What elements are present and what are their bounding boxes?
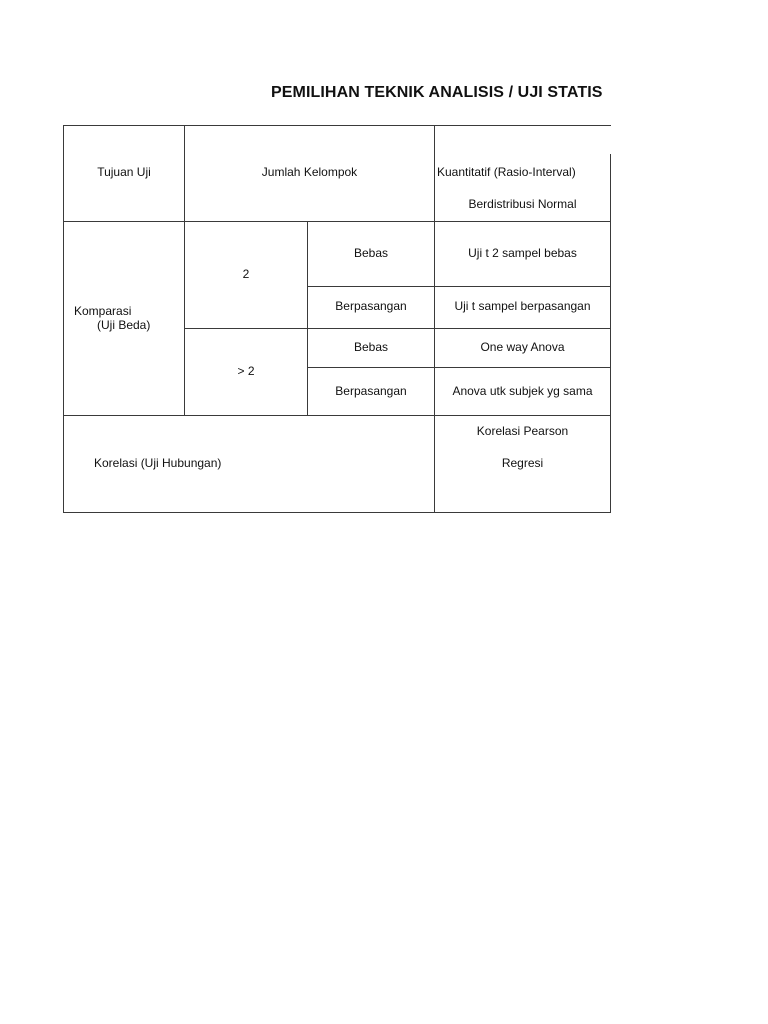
table-line	[184, 328, 611, 329]
test-name: Uji t sampel berpasangan	[454, 299, 591, 313]
sample-type: Bebas	[353, 340, 389, 354]
header-berdistribusi-normal: Berdistribusi Normal	[468, 197, 577, 211]
header-tujuan-uji: Tujuan Uji	[97, 165, 151, 179]
sample-type: Berpasangan	[335, 384, 407, 398]
header-kuantitatif: Kuantitatif (Rasio-Interval)	[437, 165, 576, 179]
table-line	[63, 125, 611, 126]
table-line	[63, 125, 64, 513]
korelasi-label: Korelasi (Uji Hubungan)	[94, 456, 222, 470]
group-count: > 2	[237, 364, 255, 378]
table-line	[610, 154, 611, 513]
group-count: 2	[242, 267, 250, 281]
document-title: PEMILIHAN TEKNIK ANALISIS / UJI STATIS	[271, 84, 603, 101]
table-line	[63, 415, 611, 416]
test-name: One way Anova	[480, 340, 565, 354]
test-name: Korelasi Pearson	[476, 424, 569, 438]
header-jumlah-kelompok: Jumlah Kelompok	[261, 165, 358, 179]
test-name: Regresi	[501, 456, 544, 470]
test-name: Anova utk subjek yg sama	[452, 384, 593, 398]
komparasi-label: Komparasi	[74, 304, 132, 318]
sample-type: Bebas	[353, 246, 389, 260]
uji-beda-label: (Uji Beda)	[97, 318, 151, 332]
sample-type: Berpasangan	[335, 299, 407, 313]
table-line	[63, 512, 611, 513]
test-name: Uji t 2 sampel bebas	[468, 246, 577, 260]
table-line	[307, 286, 611, 287]
table-line	[307, 367, 611, 368]
table-line	[63, 221, 611, 222]
